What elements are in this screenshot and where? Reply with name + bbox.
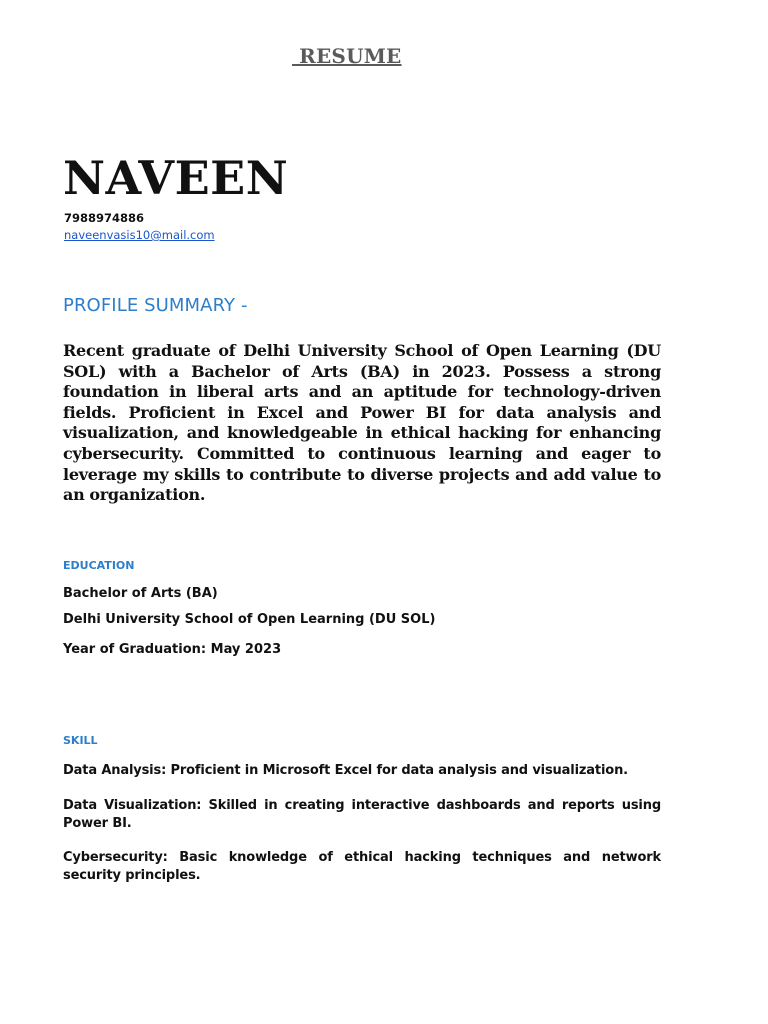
profile-summary-text: Recent graduate of Delhi University School of Open Learning (DU SOL) with a Bachelor of Arts (BA) in 2023. Possess a strong foundation in liberal arts and an aptitude for technology-driven fields. Proficient in Excel and Power BI for data analysis and visualization, and knowledgeable in ethical hacking for enhancing cybersecurity. Committed to continuous learning and eager to leverage my skills to contribute to diverse projects and add value to an organization.	[63, 341, 661, 505]
skill-heading: SKILL	[63, 734, 98, 747]
candidate-name: NAVEEN	[63, 151, 289, 205]
education-graduation: Year of Graduation: May 2023	[63, 642, 282, 657]
email-link[interactable]: naveenvasis10@mail.com	[64, 228, 215, 242]
education-degree: Bachelor of Arts (BA)	[63, 586, 218, 601]
document-title: RESUME	[292, 44, 402, 68]
phone-number: 7988974886	[64, 211, 145, 225]
skill-item-data-visualization: Data Visualization: Skilled in creating interactive dashboards and reports using Power BI.	[63, 798, 661, 831]
education-heading: EDUCATION	[63, 559, 135, 572]
skill-item-cybersecurity: Cybersecurity: Basic knowledge of ethical hacking techniques and network security principles.	[63, 850, 661, 883]
education-institution: Delhi University School of Open Learning (DU SOL)	[63, 612, 436, 627]
profile-summary-heading: PROFILE SUMMARY -	[63, 295, 248, 316]
skill-item-data-analysis: Data Analysis: Proficient in Microsoft Excel for data analysis and visualization.	[63, 763, 628, 778]
